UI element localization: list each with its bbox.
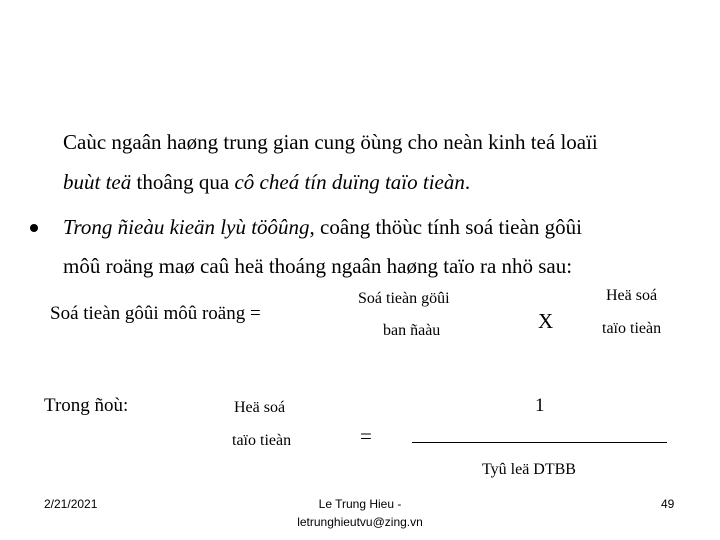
where-label: Trong ñoù: <box>44 395 129 416</box>
formula-numerator-line-1: Soá tieàn göûi <box>358 290 450 307</box>
text-thong-qua: thoâng qua <box>131 170 235 194</box>
formula-times-sign: X <box>538 309 554 333</box>
definition-term-line-1: Heä soá <box>234 399 286 416</box>
definition-term-line-2: taïo tieàn <box>232 432 292 449</box>
term-co-che: cô cheá tín duïng taïo tieàn <box>234 170 465 194</box>
bullet-line-2: môû roäng maø caû heä thoáng ngaân haøng taïo ra nhö sau: <box>63 254 573 278</box>
term-but-te: buùt teä <box>63 170 132 194</box>
bullet-line-1 <box>63 215 582 240</box>
fraction-denominator: Tyû leä DTBB <box>482 461 576 478</box>
footer-date: 2/21/2021 <box>44 497 98 511</box>
footer-author-line-2: letrunghieutvu@zing.vn <box>297 515 423 529</box>
bullet-icon <box>30 224 38 232</box>
text-period: . <box>464 170 471 194</box>
text-formula-intro: , coâng thöùc tính soá tieàn gôûi <box>309 215 582 239</box>
paragraph-line-2 <box>63 170 470 195</box>
fraction-bar <box>412 442 667 443</box>
term-ideal-condition: Trong ñieàu kieän lyù töôûng <box>63 215 310 239</box>
formula-multiplier-line-1: Heä soá <box>606 287 658 304</box>
formula-numerator-line-2: ban ñaàu <box>383 322 441 339</box>
fraction-numerator: 1 <box>535 395 545 416</box>
formula-multiplier-line-2: taïo tieàn <box>602 320 662 337</box>
paragraph-line-1: Caùc ngaân haøng trung gian cung öùng cho neàn kinh teá loaïi <box>63 130 598 154</box>
definition-equals: = <box>360 424 372 448</box>
footer-author-line-1: Le Trung Hieu - <box>318 497 402 511</box>
footer-page-number: 49 <box>661 497 675 511</box>
formula-lhs: Soá tieàn gôûi môû roäng = <box>50 303 261 324</box>
